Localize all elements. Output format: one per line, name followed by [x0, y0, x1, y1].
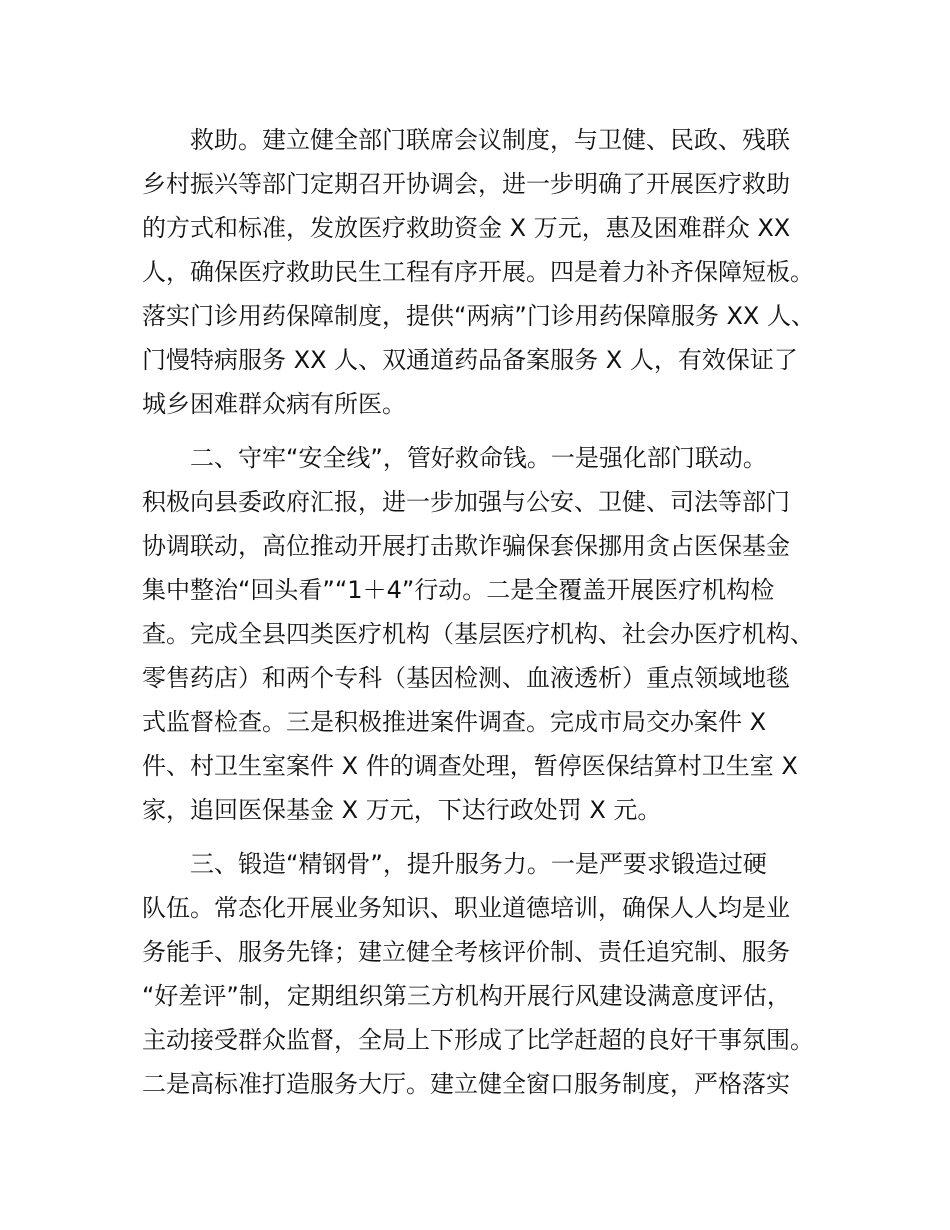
- text-line: 式监督检查。三是积极推进案件调查。完成市局交办案件 X: [142, 708, 767, 736]
- text-line: 二是高标准打造服务大厅。建立健全窗口服务制度，严格落实: [142, 1070, 790, 1098]
- paragraph-service: [142, 842, 842, 1106]
- text-line: 的方式和标准，发放医疗救助资金 X 万元，惠及困难群众 XX: [142, 214, 791, 242]
- paragraph-safety-line: [142, 436, 842, 832]
- text-line: 件、村卫生室案件 X 件的调查处理，暂停医保结算村卫生室 X: [142, 752, 798, 780]
- text-line: 集中整治“回头看”“1＋4”行动。二是全覆盖开展医疗机构检: [142, 576, 775, 604]
- text-line: 队伍。常态化开展业务知识、职业道德培训，确保人人均是业: [142, 894, 790, 922]
- text-line: 救助。建立健全部门联席会议制度，与卫健、民政、残联: [142, 126, 790, 154]
- text-line: 人，确保医疗救助民生工程有序开展。四是着力补齐保障短板。: [142, 258, 814, 286]
- text-line: 零售药店）和两个专科（基因检测、血液透析）重点领域地毯: [142, 664, 790, 692]
- text-line: 二、守牢“安全线”，管好救命钱。一是强化部门联动。: [142, 444, 767, 472]
- text-line: 务能手、服务先锋；建立健全考核评价制、责任追究制、服务: [142, 938, 790, 966]
- text-line: 三、锻造“精钢骨”，提升服务力。一是严要求锻造过硬: [142, 850, 767, 878]
- text-line: “好差评”制，定期组织第三方机构开展行风建设满意度评估，: [142, 982, 791, 1010]
- text-line: 落实门诊用药保障制度，提供“两病”门诊用药保障服务 XX 人、: [142, 302, 816, 330]
- text-line: 主动接受群众监督，全局上下形成了比学赶超的良好干事氛围。: [142, 1026, 814, 1054]
- text-line: 查。完成全县四类医疗机构（基层医疗机构、社会办医疗机构、: [142, 620, 814, 648]
- text-line: 家，追回医保基金 X 万元，下达行政处罚 X 元。: [142, 796, 662, 824]
- paragraph-gap: [142, 832, 842, 842]
- text-line: 乡村振兴等部门定期召开协调会，进一步明确了开展医疗救助: [142, 170, 790, 198]
- text-line: 城乡困难群众病有所医。: [142, 390, 406, 418]
- text-line: 协调联动，高位推动开展打击欺诈骗保套保挪用贪占医保基金: [142, 532, 790, 560]
- text-line: 积极向县委政府汇报，进一步加强与公安、卫健、司法等部门: [142, 488, 790, 516]
- text-line: 门慢特病服务 XX 人、双通道药品备案服务 X 人，有效保证了: [142, 346, 798, 374]
- body-text: [142, 118, 842, 1106]
- paragraph-gap: [142, 426, 842, 436]
- paragraph-medical-assistance: [142, 118, 842, 426]
